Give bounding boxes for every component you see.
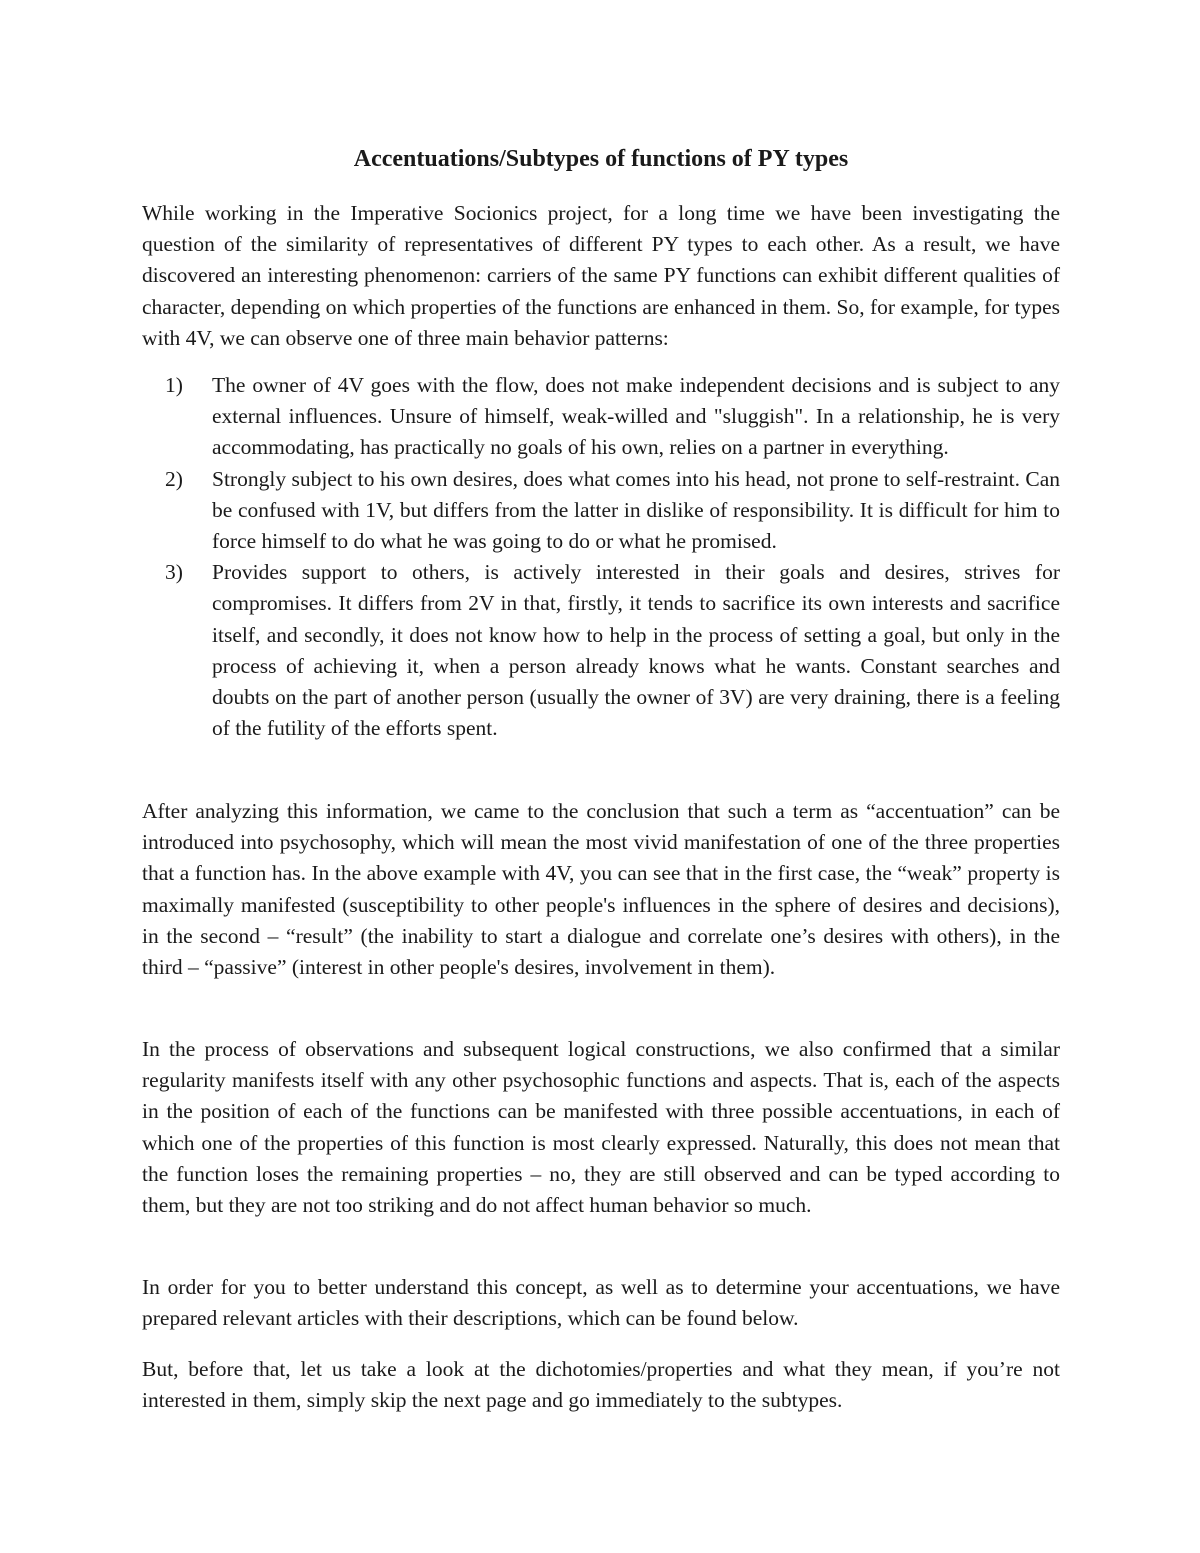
behavior-pattern-list [142, 370, 1060, 744]
analysis-paragraph: After analyzing this information, we came to the conclusion that such a term as “accentuation” can be introduced into psychosophy, which will mean the most vivid manifestation of one of the three properties that a function has. In the above example with 4V, you can see that in the first case, the “weak” property is maximally manifested (susceptibility to other people's influences in the sphere of desires and decisions), in the second – “result” (the inability to start a dialogue and correlate one’s desires with others), in the third – “passive” (interest in other people's desires, involvement in them). [142, 799, 1060, 980]
observations-paragraph: In the process of observations and subsequent logical constructions, we also confirmed that a similar regularity manifests itself with any other psychosophic functions and aspects. That is, each of the aspects in the position of each of the functions can be manifested with three possible accentuations, in each of which one of the properties of this function is most clearly expressed. Naturally, this does not mean that the function loses the remaining properties – no, they are still observed and can be typed according to them, but they are not too striking and do not affect human behavior so much. [142, 1037, 1060, 1218]
document-title: Accentuations/Subtypes of functions of PY types [353, 146, 849, 172]
list-item-number: 3) [165, 560, 183, 585]
intro-paragraph: While working in the Imperative Socionics project, for a long time we have been investigating the question of the similarity of representatives of different PY types to each other. As a result, we have discovered an interesting phenomenon: carriers of the same PY functions can exhibit different qualities of character, depending on which properties of the functions are enhanced in them. So, for example, for types with 4V, we can observe one of three main behavior patterns: [142, 201, 1060, 350]
list-item-text: Strongly subject to his own desires, does what comes into his head, not prone to self-restraint. Can be confused with 1V, but differs from the latter in dislike of responsibility. It is difficult for him to force himself to do what he was going to do or what he promised. [212, 466, 1060, 554]
list-item [142, 557, 1060, 744]
list-item-text: Provides support to others, is actively interested in their goals and desires, strives for compromises. It differs from 2V in that, firstly, it tends to sacrifice its own interests and sacrifice itself, and secondly, it does not know how to help in the process of setting a goal, but only in the process of achieving it, when a person already knows what he wants. Constant searches and doubts on the part of another person (usually the owner of 3V) are very draining, there is a feeling of the futility of the efforts spent. [212, 560, 1060, 741]
articles-paragraph: In order for you to better understand this concept, as well as to determine your accentuations, we have prepared relevant articles with their descriptions, which can be found below. [142, 1275, 1060, 1331]
list-item [142, 370, 1060, 464]
list-item-number: 2) [165, 466, 183, 491]
list-item-text: The owner of 4V goes with the flow, does not make independent decisions and is subject to any external influences. Unsure of himself, weak-willed and "sluggish". In a relationship, he is very accommodating, has practically no goals of his own, relies on a partner in everything. [212, 373, 1060, 460]
list-item-number: 1) [165, 373, 183, 397]
list-item [142, 464, 1060, 558]
dichotomies-paragraph: But, before that, let us take a look at the dichotomies/properties and what they mean, if you’re not interested in them, simply skip the next page and go immediately to the subtypes. [142, 1357, 1060, 1413]
